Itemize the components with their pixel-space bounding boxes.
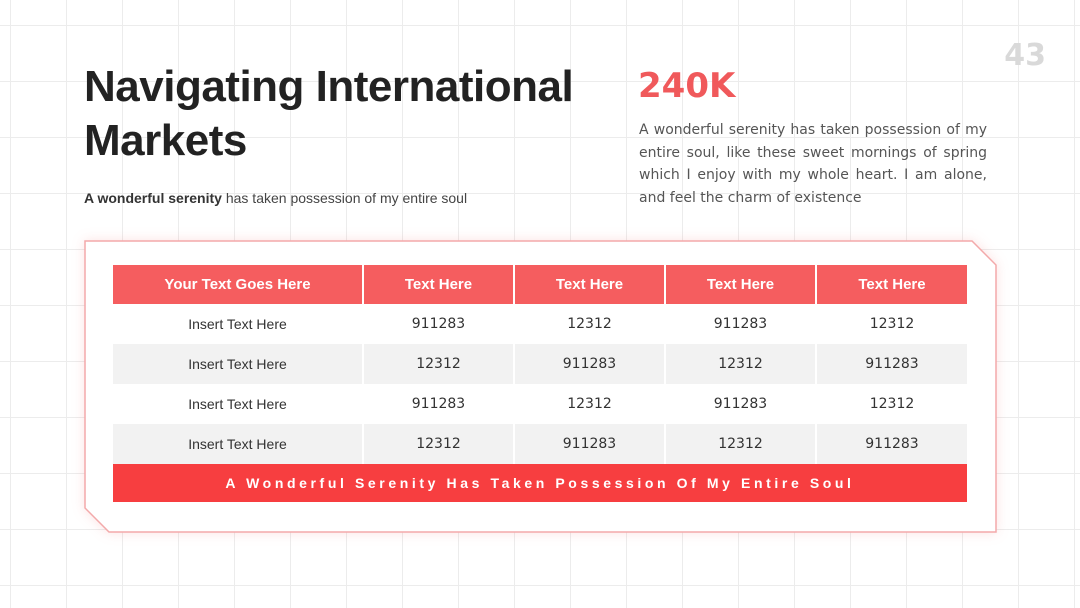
table-cell: Insert Text Here (113, 384, 364, 424)
table-cell: 911283 (817, 344, 967, 384)
table-row (113, 304, 967, 344)
table-cell: 911283 (364, 304, 515, 344)
table-cell: Insert Text Here (113, 424, 364, 464)
table-header-cell: Text Here (666, 265, 817, 304)
page-title: Navigating International Markets (84, 62, 574, 165)
table-cell: Insert Text Here (113, 304, 364, 344)
table-row (113, 344, 967, 384)
table-header-cell: Text Here (515, 265, 666, 304)
table-cell: 12312 (869, 316, 915, 332)
slide-number: 43 (1004, 38, 1046, 73)
table-cell: Insert Text Here (113, 344, 364, 384)
table-header-cell: Your Text Goes Here (113, 265, 364, 304)
table-cell: 12312 (869, 396, 915, 412)
table-cell: 12312 (666, 424, 817, 464)
table-cell: 911283 (364, 384, 515, 424)
table-cell: 12312 (515, 304, 666, 344)
subtitle-bold: A wonderful serenity (84, 190, 222, 206)
table-footer-banner: A Wonderful Serenity Has Taken Possession Of My Entire Soul (113, 464, 967, 502)
table-cell: 911283 (666, 384, 817, 424)
table-cell: 12312 (364, 424, 515, 464)
table-cell: 911283 (515, 424, 666, 464)
stat-description: A wonderful serenity has taken possession of my entire soul, like these sweet mornings of spring which I enjoy with my whole heart. I am alone, and feel the charm of existence (639, 122, 987, 206)
subtitle (84, 190, 604, 206)
table-cell: 911283 (515, 344, 666, 384)
table-header-cell: Text Here (364, 265, 515, 304)
table-header-cell: Text Here (817, 265, 967, 304)
data-table (113, 265, 967, 502)
table-cell: 911283 (817, 424, 967, 464)
table-cell: 12312 (364, 344, 515, 384)
subtitle-rest: has taken possession of my entire soul (221, 190, 468, 206)
table-footer-row (113, 464, 967, 502)
table-cell: 12312 (515, 384, 666, 424)
table-row (113, 424, 967, 464)
table-header-row (113, 265, 967, 304)
table-cell: 12312 (666, 344, 817, 384)
stat-value: 240K (638, 66, 736, 106)
table-cell: 911283 (666, 304, 817, 344)
table-row (113, 384, 967, 424)
